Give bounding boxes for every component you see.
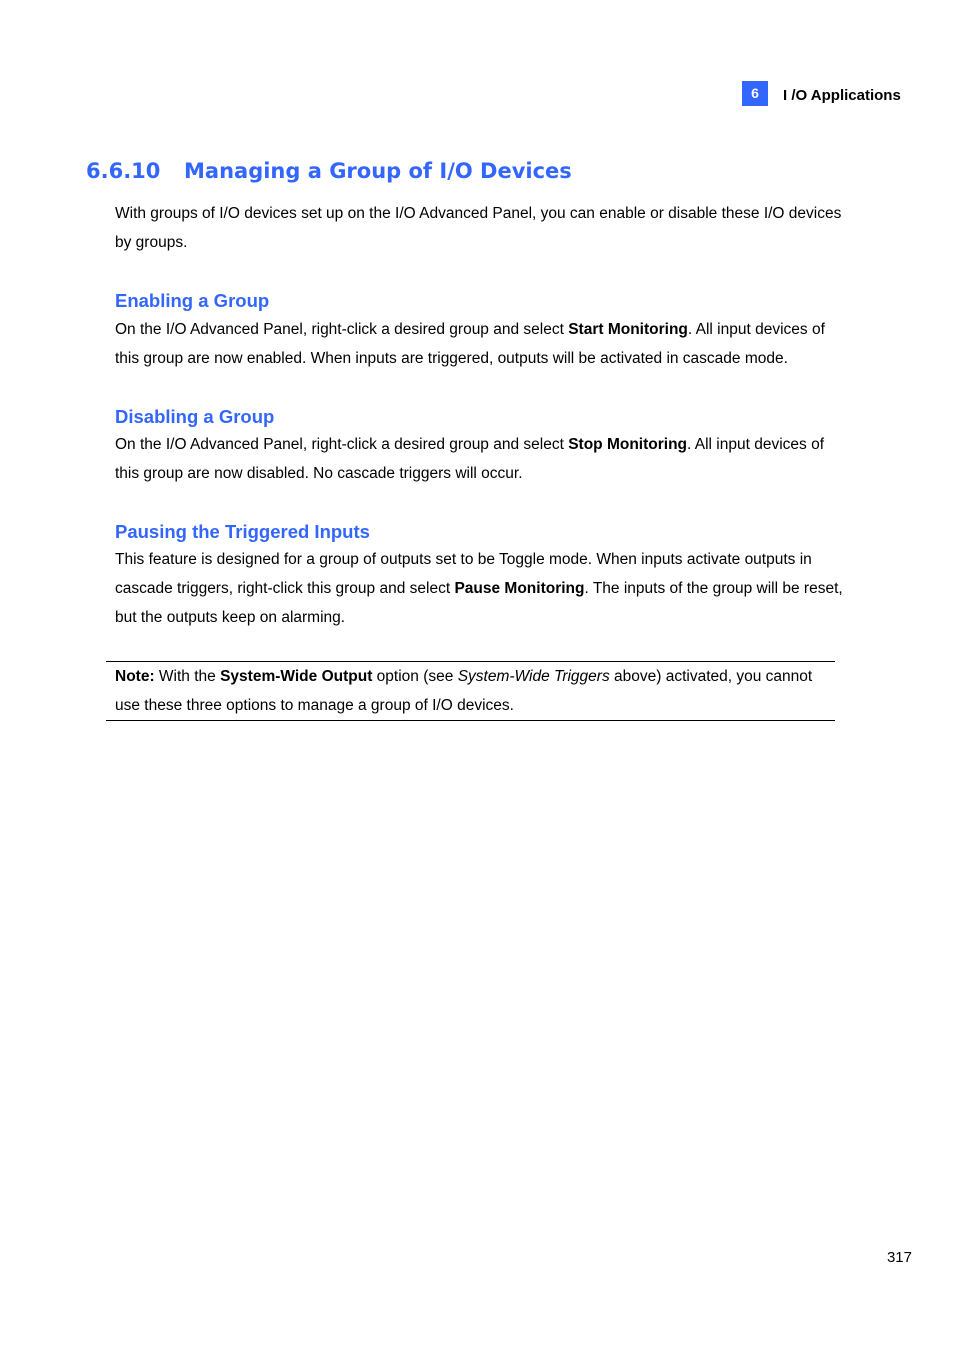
chapter-number-badge: 6: [742, 81, 768, 106]
system-wide-triggers-reference: System-Wide Triggers: [457, 668, 610, 685]
section-heading: [86, 156, 572, 186]
page-number: 317: [886, 1249, 912, 1266]
section-number: 6.6.10: [86, 159, 161, 183]
subsection-text-disabling: On the I/O Advanced Panel, right-click a desired group and select Stop Monitoring. All input devices of this group are now disabled. No cascade triggers will occur.: [115, 436, 825, 482]
note-text: Note: With the System-Wide Output option (see System-Wide Triggers above) activated, you cannot use these three options to manage a group of I/O devices.: [115, 668, 813, 714]
system-wide-output-term: System-Wide Output: [220, 668, 373, 685]
subsection-text-enabling: On the I/O Advanced Panel, right-click a desired group and select Start Monitoring. All input devices of this group are now enabled. When inputs are triggered, outputs will be activated in cascade mode.: [115, 321, 825, 367]
section-title: Managing a Group of I/O Devices: [184, 159, 572, 183]
subsection-heading-disabling: Disabling a Group: [115, 406, 275, 427]
start-monitoring-term: Start Monitoring: [568, 321, 688, 338]
stop-monitoring-term: Stop Monitoring: [568, 436, 688, 453]
subsection-heading-enabling: Enabling a Group: [115, 290, 270, 311]
subsection-heading-pausing: Pausing the Triggered Inputs: [115, 521, 370, 542]
section-intro: With groups of I/O devices set up on the I/O Advanced Panel, you can enable or disable these I/O devices by groups.: [115, 205, 842, 251]
note-bottom-rule: [106, 720, 835, 721]
note-label: Note:: [115, 668, 155, 685]
pause-monitoring-term: Pause Monitoring: [454, 580, 585, 597]
subsection-text-pausing: This feature is designed for a group of outputs set to be Toggle mode. When inputs activate outputs in cascade triggers, right-click this group and select Pause Monitoring. The inputs of the group will be reset, but the outputs keep on alarming.: [115, 551, 843, 626]
chapter-title: I /O Applications: [783, 87, 901, 104]
